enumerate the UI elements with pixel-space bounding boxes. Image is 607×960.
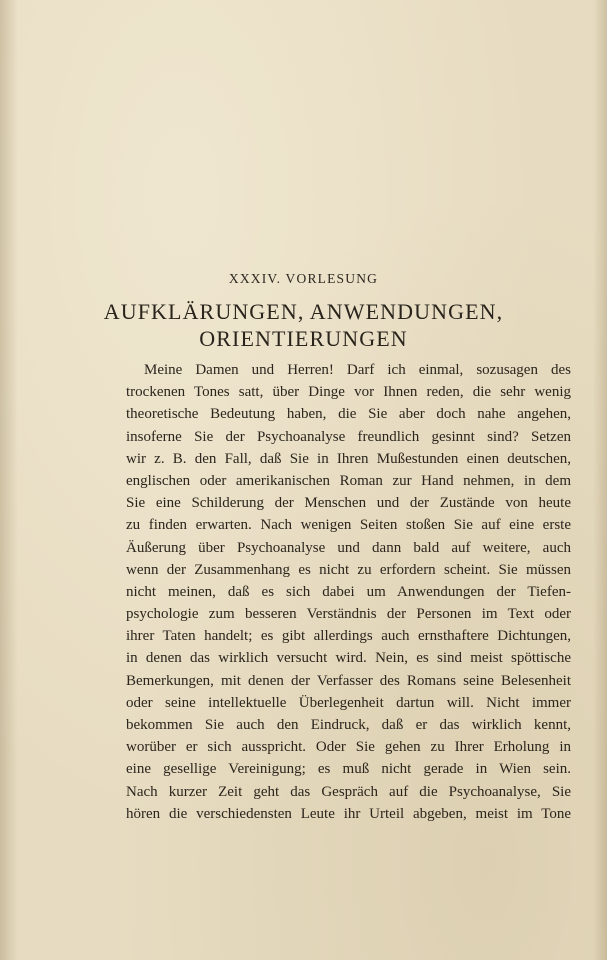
text-line: wir z. B. den Fall, daß Sie in Ihren Mußestunden einen deutschen, <box>126 450 571 467</box>
text-line: theoretische Bedeutung haben, die Sie aber doch nahe angehen, <box>126 406 571 423</box>
page-shadow-left <box>0 0 18 960</box>
chapter-title-line: ORIENTIERUNGEN <box>199 326 408 351</box>
text-line: Nach kurzer Zeit geht das Gespräch auf die Psychoanalyse, Sie <box>126 783 571 800</box>
text-line: Sie eine Schilderung der Menschen und der Zustände von heute <box>126 495 571 512</box>
text-line: englischen oder amerikanischen Roman zur Hand nehmen, in dem <box>126 472 571 489</box>
chapter-number: XXXIV. VORLESUNG <box>228 271 379 286</box>
text-line: ihrer Taten handelt; es gibt allerdings auch ernsthaftere Dichtungen, <box>126 628 571 645</box>
page-shadow-right <box>593 0 607 960</box>
text-line: wenn der Zusammenhang es nicht zu erfordern scheint. Sie müssen <box>126 561 571 578</box>
text-line: bekommen Sie auch den Eindruck, daß er das wirklich kennt, <box>126 717 571 733</box>
text-line: zu finden erwarten. Nach wenigen Seiten stoßen Sie auf eine erste <box>126 517 571 534</box>
text-line: oder seine intellektuelle Überlegenheit dartun will. Nicht immer <box>126 694 571 711</box>
chapter-title-line: AUFKLÄRUNGEN, ANWENDUNGEN, <box>103 299 504 324</box>
text-line: trockenen Tones satt, über Dinge vor Ihnen reden, die sehr wenig <box>126 384 571 401</box>
chapter-title <box>0 298 607 352</box>
text-line: Meine Damen und Herren! Darf ich einmal, sozusagen des <box>144 362 571 378</box>
text-line: Äußerung über Psychoanalyse und dann bald auf weitere, auch <box>126 539 571 556</box>
text-line: in denen das wirklich versucht wird. Nein, es sind meist spöttische <box>126 650 571 667</box>
text-line: hören die verschiedensten Leute ihr Urteil abgeben, meist im Tone <box>126 805 571 822</box>
text-line: Bemerkungen, mit denen der Verfasser des Romans seine Belesenheit <box>126 672 571 689</box>
text-line: eine gesellige Vereinigung; es muß nicht gerade in Wien sein. <box>126 761 571 778</box>
text-line: worüber er sich ausspricht. Oder Sie gehen zu Ihrer Erholung in <box>126 739 571 756</box>
text-line: insoferne Sie der Psychoanalyse freundlich gesinnt sind? Setzen <box>126 428 571 445</box>
text-line: nicht meinen, daß es sich dabei um Anwendungen der Tiefen- <box>126 583 571 600</box>
text-line: psychologie zum besseren Verständnis der Personen im Text oder <box>126 606 571 623</box>
